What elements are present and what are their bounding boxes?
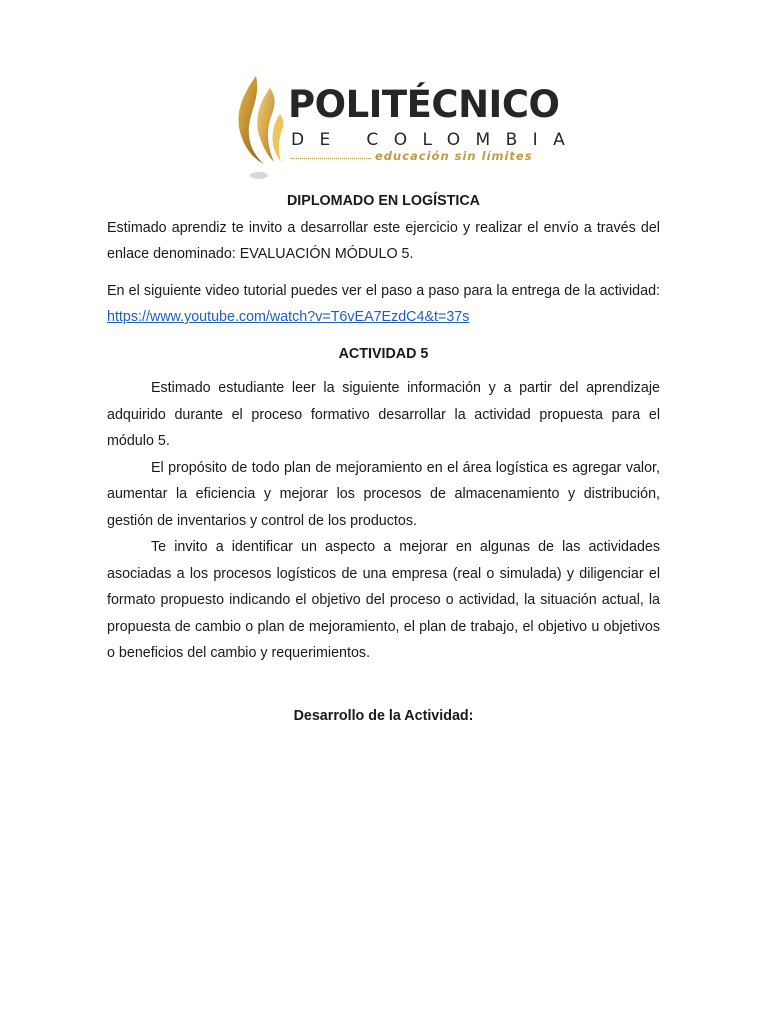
intro-paragraph: Estimado aprendiz te invito a desarrollar este ejercicio y realizar el envío a través del enlace denominado: EVALUACIÓN MÓDULO 5.	[107, 219, 660, 262]
logo-subtitle: DE COLOMBIA	[291, 130, 581, 150]
purpose-paragraph: El propósito de todo plan de mejoramiento en el área logística es agregar valor, aumentar la eficiencia y mejorar los procesos de almacenamiento y distribución, gestión de inventarios y control de los productos.	[107, 459, 660, 529]
course-title: DIPLOMADO EN LOGÍSTICA	[286, 193, 480, 209]
development-title: Desarrollo de la Actividad:	[293, 707, 474, 724]
activity-title: ACTIVIDAD 5	[338, 345, 429, 362]
logo-dotted-line	[291, 158, 371, 159]
logo-title: POLITÉCNICO	[288, 83, 560, 126]
flame-logo-icon	[234, 74, 284, 166]
video-text: En el siguiente video tutorial puedes ver el paso a paso para la entrega de la actividad:	[107, 282, 660, 299]
task-paragraph: Te invito a identificar un aspecto a mejorar en algunas de las actividades asociadas a los procesos logísticos de una empresa (real o simulada) y diligenciar el formato propuesto indicando el objetivo del proceso o actividad, la situación actual, la propuesta de cambio o plan de mejoramiento, el plan de trabajo, el objetivo u objetivos o beneficios del cambio y requerimientos.	[107, 539, 660, 661]
document-body	[107, 188, 660, 729]
instruction-paragraph: Estimado estudiante leer la siguiente información y a partir del aprendizaje adquirido durante el proceso formativo desarrollar la actividad propuesta para el módulo 5.	[107, 380, 660, 449]
logo-shadow	[250, 172, 268, 179]
politecnico-logo	[230, 72, 581, 184]
logo-tagline: educación sin límites	[375, 149, 533, 163]
video-tutorial-link[interactable]: https://www.youtube.com/watch?v=T6vEA7EzdC4&t=37s	[107, 309, 470, 325]
video-paragraph	[107, 278, 660, 331]
